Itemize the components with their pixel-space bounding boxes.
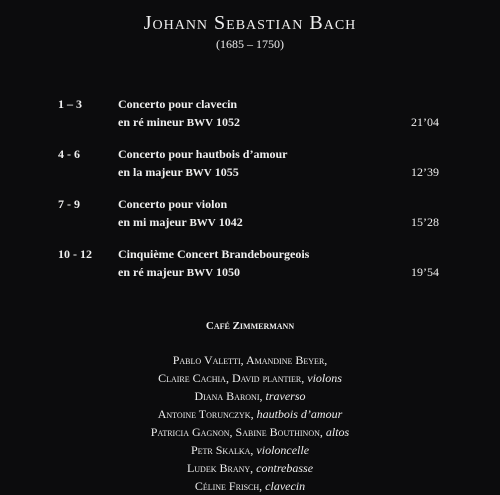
performer-line: Diana Baroni, traverso [194, 389, 306, 403]
track-duration: 21’04 [411, 115, 439, 129]
track-numbers: 1 – 3 [58, 97, 82, 111]
catalog-label: BWV [186, 117, 214, 129]
performer-line: Pablo Valetti, Amandine Beyer, [172, 353, 328, 367]
track-numbers: 10 - 12 [58, 247, 92, 261]
track-numbers: 7 - 9 [58, 197, 80, 211]
performer-line: Antoine Torunczyk, hautbois d’amour [157, 407, 343, 421]
track-title: Concerto pour hautbois d’amour [118, 147, 288, 161]
track-entry [0, 147, 500, 181]
performer-list [0, 351, 500, 495]
performer-line: Ludek Brany, contrebasse [186, 461, 314, 475]
track-duration: 15’28 [411, 215, 439, 229]
performer-line: Patricia Gagnon, Sabine Bouthinon, altos [150, 425, 350, 439]
catalog-label: BWV [189, 217, 216, 229]
performer-line: Petr Skalka, violoncelle [190, 443, 310, 457]
track-entry [0, 197, 500, 231]
track-key: en la majeur BWV 1055 [118, 165, 239, 179]
track-key: en mi majeur BWV 1042 [118, 215, 243, 229]
track-entry [0, 97, 500, 131]
track-key: en ré majeur BWV 1050 [118, 265, 241, 279]
track-title: Cinquième Concert Brandebourgeois [118, 247, 310, 261]
track-duration: 19’54 [411, 265, 439, 279]
catalog-label: BWV [185, 167, 212, 179]
track-numbers: 4 - 6 [58, 147, 80, 161]
performer-line: Céline Frisch, clavecin [194, 479, 306, 493]
catalog-label: BWV [186, 267, 214, 279]
track-duration: 12’39 [411, 165, 439, 179]
composer-title: Johann Sebastian Bach [143, 12, 357, 34]
track-title: Concerto pour violon [118, 197, 228, 211]
performer-line: Claire Cachia, David plantier, violons [158, 371, 342, 385]
track-key: en ré mineur BWV 1052 [118, 115, 241, 129]
track-title: Concerto pour clavecin [118, 97, 238, 111]
composer-dates: (1685 – 1750) [216, 37, 284, 51]
track-entry [0, 247, 500, 281]
ensemble-name: Café Zimmermann [205, 320, 295, 332]
